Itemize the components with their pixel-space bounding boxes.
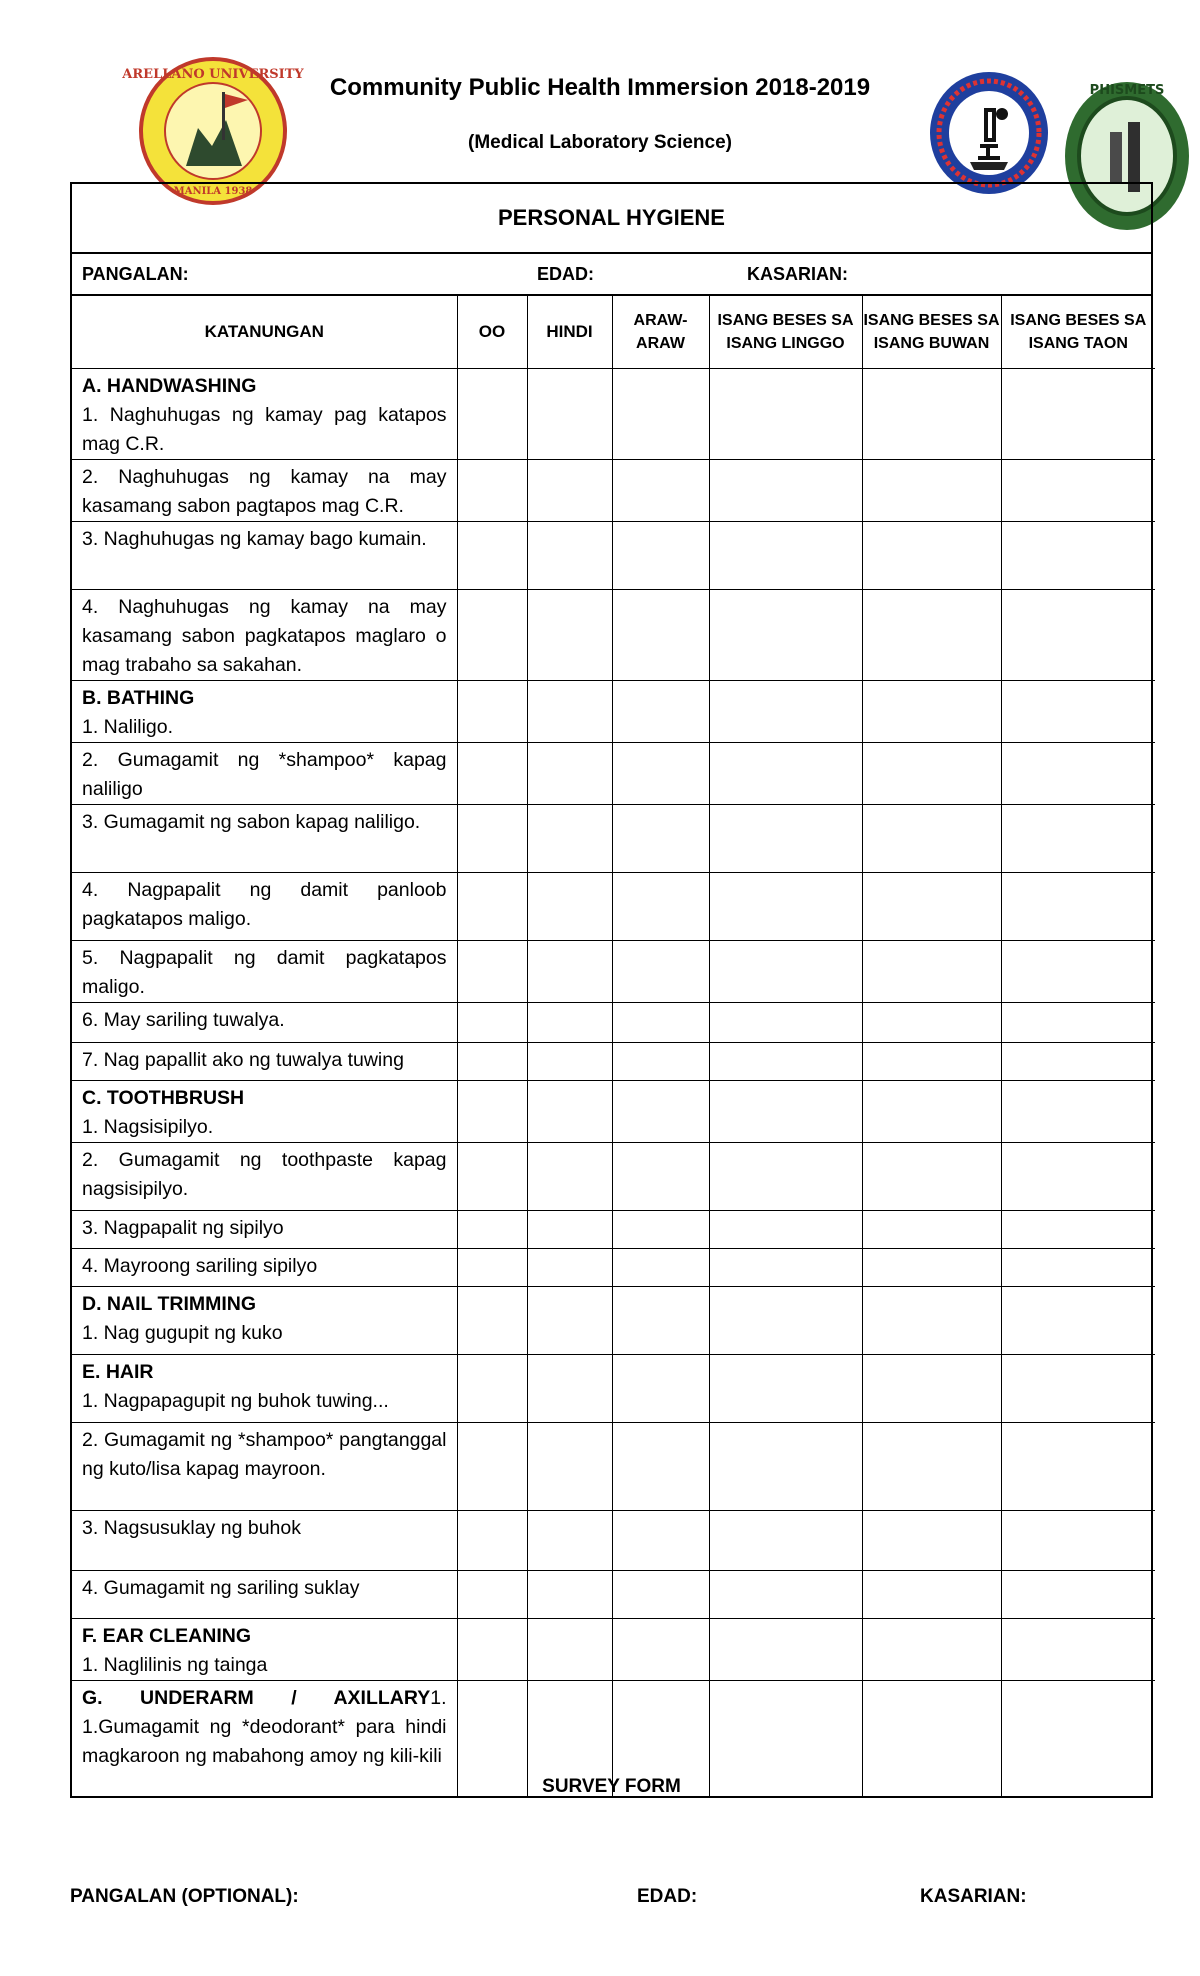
question-cell	[72, 872, 457, 940]
answer-daily-cell[interactable]	[612, 940, 709, 1002]
answer-yearly-cell[interactable]	[1001, 1286, 1155, 1354]
question-row	[72, 1042, 1155, 1080]
question-cell	[72, 1618, 457, 1680]
answer-no-cell[interactable]	[527, 1618, 612, 1680]
answer-yes-cell[interactable]	[457, 1248, 527, 1286]
footer-age-label: EDAD:	[637, 1886, 698, 1907]
answer-yearly-cell[interactable]	[1001, 1002, 1155, 1042]
col-header-weekly: ISANG BESES SA ISANG LINGGO	[709, 296, 862, 368]
answer-monthly-cell[interactable]	[862, 940, 1001, 1002]
question-cell	[72, 680, 457, 742]
question-text: 3. Nagpapalit ng sipilyo	[82, 1216, 284, 1239]
answer-yearly-cell[interactable]	[1001, 1570, 1155, 1618]
answer-yearly-cell[interactable]	[1001, 940, 1155, 1002]
question-text: 2. Gumagamit ng *shampoo* kapag naliligo	[82, 748, 447, 800]
answer-no-cell[interactable]	[527, 459, 612, 521]
personal-hygiene-form	[70, 182, 1153, 1798]
section-heading: B. BATHING	[82, 686, 195, 709]
question-row	[72, 1002, 1155, 1042]
question-row	[72, 1142, 1155, 1210]
question-cell	[72, 940, 457, 1002]
name-label: PANGALAN:	[82, 264, 189, 284]
answer-monthly-cell[interactable]	[862, 1002, 1001, 1042]
answer-daily-cell[interactable]	[612, 368, 709, 459]
answer-daily-cell[interactable]	[612, 1248, 709, 1286]
question-row	[72, 1080, 1155, 1142]
question-cell	[72, 589, 457, 680]
respondent-info-row	[72, 254, 1151, 296]
question-row	[72, 804, 1155, 872]
answer-weekly-cell[interactable]	[709, 1210, 862, 1248]
answer-daily-cell[interactable]	[612, 680, 709, 742]
answer-yearly-cell[interactable]	[1001, 872, 1155, 940]
question-text: 1. Nagpapagupit ng buhok tuwing...	[82, 1389, 389, 1412]
answer-weekly-cell[interactable]	[709, 589, 862, 680]
question-cell	[72, 742, 457, 804]
section-heading: C. TOOTHBRUSH	[82, 1086, 245, 1109]
answer-no-cell[interactable]	[527, 1248, 612, 1286]
question-cell	[72, 1510, 457, 1570]
answer-weekly-cell[interactable]	[709, 459, 862, 521]
question-cell	[72, 1080, 457, 1142]
answer-daily-cell[interactable]	[612, 1570, 709, 1618]
question-text: 2. Naghuhugas ng kamay na may kasamang sabon pagtapos mag C.R.	[82, 465, 447, 517]
question-text: 4. Nagpapalit ng damit panloob pagkatapos maligo.	[82, 878, 447, 930]
section-heading: E. HAIR	[82, 1360, 154, 1383]
answer-daily-cell[interactable]	[612, 521, 709, 589]
question-cell	[72, 1570, 457, 1618]
answer-monthly-cell[interactable]	[862, 368, 1001, 459]
question-row	[72, 1618, 1155, 1680]
answer-daily-cell[interactable]	[612, 1354, 709, 1422]
answer-daily-cell[interactable]	[612, 804, 709, 872]
document-subtitle: (Medical Laboratory Science)	[468, 132, 732, 153]
answer-monthly-cell[interactable]	[862, 872, 1001, 940]
question-text: 3. Naghuhugas ng kamay bago kumain.	[82, 527, 427, 550]
answer-yes-cell[interactable]	[457, 368, 527, 459]
section-heading: F. EAR CLEANING	[82, 1624, 252, 1647]
answer-daily-cell[interactable]	[612, 1080, 709, 1142]
answer-no-cell[interactable]	[527, 1570, 612, 1618]
col-header-monthly: ISANG BESES SA ISANG BUWAN	[862, 296, 1001, 368]
answer-weekly-cell[interactable]	[709, 1248, 862, 1286]
question-row	[72, 872, 1155, 940]
answer-no-cell[interactable]	[527, 872, 612, 940]
answer-monthly-cell[interactable]	[862, 680, 1001, 742]
answer-yes-cell[interactable]	[457, 1570, 527, 1618]
answer-weekly-cell[interactable]	[709, 1422, 862, 1510]
question-row	[72, 1210, 1155, 1248]
answer-weekly-cell[interactable]	[709, 742, 862, 804]
answer-no-cell[interactable]	[527, 1142, 612, 1210]
answer-yearly-cell[interactable]	[1001, 521, 1155, 589]
answer-weekly-cell[interactable]	[709, 1002, 862, 1042]
answer-no-cell[interactable]	[527, 742, 612, 804]
survey-form-label: SURVEY FORM	[542, 1776, 681, 1797]
question-row	[72, 1286, 1155, 1354]
col-header-yearly: ISANG BESES SA ISANG TAON	[1001, 296, 1155, 368]
answer-yes-cell[interactable]	[457, 1142, 527, 1210]
answer-monthly-cell[interactable]	[862, 1210, 1001, 1248]
question-text: 1. Nag gugupit ng kuko	[82, 1321, 283, 1344]
form-heading: PERSONAL HYGIENE	[72, 184, 1151, 254]
question-row	[72, 1248, 1155, 1286]
question-cell	[72, 1042, 457, 1080]
answer-weekly-cell[interactable]	[709, 1080, 862, 1142]
answer-yearly-cell[interactable]	[1001, 680, 1155, 742]
answer-weekly-cell[interactable]	[709, 1510, 862, 1570]
answer-yearly-cell[interactable]	[1001, 368, 1155, 459]
age-label: EDAD:	[537, 264, 594, 284]
answer-weekly-cell[interactable]	[709, 1354, 862, 1422]
question-text: 7. Nag papallit ako ng tuwalya tuwing	[82, 1048, 404, 1071]
answer-weekly-cell[interactable]	[709, 1570, 862, 1618]
answer-weekly-cell[interactable]	[709, 1042, 862, 1080]
question-cell	[72, 1422, 457, 1510]
answer-yes-cell[interactable]	[457, 872, 527, 940]
answer-no-cell[interactable]	[527, 1042, 612, 1080]
answer-yes-cell[interactable]	[457, 459, 527, 521]
answer-yearly-cell[interactable]	[1001, 589, 1155, 680]
answer-yes-cell[interactable]	[457, 1080, 527, 1142]
answer-weekly-cell[interactable]	[709, 1142, 862, 1210]
answer-yes-cell[interactable]	[457, 589, 527, 680]
answer-no-cell[interactable]	[527, 940, 612, 1002]
question-text: 4. Mayroong sariling sipilyo	[82, 1254, 318, 1277]
question-cell	[72, 1354, 457, 1422]
question-text: 1. Naliligo.	[82, 715, 174, 738]
question-row	[72, 1354, 1155, 1422]
footer-name-label: PANGALAN (OPTIONAL):	[70, 1886, 299, 1907]
answer-weekly-cell[interactable]	[709, 804, 862, 872]
question-row	[72, 1510, 1155, 1570]
answer-daily-cell[interactable]	[612, 1002, 709, 1042]
answer-no-cell[interactable]	[527, 368, 612, 459]
question-text: 4. Gumagamit ng sariling suklay	[82, 1576, 360, 1599]
answer-daily-cell[interactable]	[612, 872, 709, 940]
answer-daily-cell[interactable]	[612, 1210, 709, 1248]
answer-no-cell[interactable]	[527, 521, 612, 589]
answer-monthly-cell[interactable]	[862, 1286, 1001, 1354]
answer-yearly-cell[interactable]	[1001, 1422, 1155, 1510]
question-text: 4. Naghuhugas ng kamay na may kasamang sabon pagkatapos maglaro o mag trabaho sa sakahan.	[82, 595, 447, 676]
question-cell	[72, 459, 457, 521]
section-heading-tail: 1.	[430, 1686, 447, 1709]
col-header-question: KATANUNGAN	[72, 296, 457, 368]
question-cell	[72, 1142, 457, 1210]
logo-left-text: ARELLANO UNIVERSITY	[122, 67, 304, 82]
answer-no-cell[interactable]	[527, 1002, 612, 1042]
answer-monthly-cell[interactable]	[862, 1510, 1001, 1570]
section-heading: D. NAIL TRIMMING	[82, 1292, 257, 1315]
footer-sex-label: KASARIAN:	[920, 1886, 1027, 1907]
answer-no-cell[interactable]	[527, 1510, 612, 1570]
answer-yes-cell[interactable]	[457, 1042, 527, 1080]
question-cell	[72, 1002, 457, 1042]
answer-yes-cell[interactable]	[457, 1422, 527, 1510]
question-text: 1. Nagsisipilyo.	[82, 1115, 214, 1138]
answer-daily-cell[interactable]	[612, 1422, 709, 1510]
answer-yearly-cell[interactable]	[1001, 742, 1155, 804]
answer-monthly-cell[interactable]	[862, 459, 1001, 521]
question-cell	[72, 521, 457, 589]
answer-yes-cell[interactable]	[457, 804, 527, 872]
question-row	[72, 368, 1155, 459]
answer-yes-cell[interactable]	[457, 940, 527, 1002]
col-header-yes: OO	[457, 296, 527, 368]
answer-yearly-cell[interactable]	[1001, 1080, 1155, 1142]
answer-daily-cell[interactable]	[612, 1618, 709, 1680]
answer-monthly-cell[interactable]	[862, 1618, 1001, 1680]
answer-weekly-cell[interactable]	[709, 521, 862, 589]
question-row	[72, 940, 1155, 1002]
question-text: 3. Gumagamit ng sabon kapag naliligo.	[82, 810, 421, 833]
answer-yearly-cell[interactable]	[1001, 1142, 1155, 1210]
answer-weekly-cell[interactable]	[709, 940, 862, 1002]
question-text: 2. Gumagamit ng *shampoo* pangtanggal ng kuto/lisa kapag mayroon.	[82, 1428, 447, 1480]
answer-no-cell[interactable]	[527, 1286, 612, 1354]
logo-right-text: PHISMETS	[1089, 83, 1165, 98]
question-row	[72, 1422, 1155, 1510]
answer-daily-cell[interactable]	[612, 1042, 709, 1080]
question-cell	[72, 1210, 457, 1248]
hygiene-questions-table	[72, 296, 1155, 1796]
question-row	[72, 742, 1155, 804]
answer-monthly-cell[interactable]	[862, 1042, 1001, 1080]
answer-monthly-cell[interactable]	[862, 1142, 1001, 1210]
answer-monthly-cell[interactable]	[862, 1248, 1001, 1286]
answer-yes-cell[interactable]	[457, 1002, 527, 1042]
section-heading-text: G. UNDERARM / AXILLARY	[82, 1686, 431, 1709]
answer-yes-cell[interactable]	[457, 1510, 527, 1570]
answer-daily-cell[interactable]	[612, 742, 709, 804]
answer-no-cell[interactable]	[527, 1422, 612, 1510]
answer-yearly-cell[interactable]	[1001, 1210, 1155, 1248]
answer-no-cell[interactable]	[527, 1080, 612, 1142]
answer-daily-cell[interactable]	[612, 459, 709, 521]
question-row	[72, 680, 1155, 742]
answer-no-cell[interactable]	[527, 804, 612, 872]
question-text: 2. Gumagamit ng toothpaste kapag nagsisipilyo.	[82, 1148, 447, 1200]
answer-no-cell[interactable]	[527, 680, 612, 742]
answer-yes-cell[interactable]	[457, 680, 527, 742]
answer-yes-cell[interactable]	[457, 1210, 527, 1248]
question-row	[72, 589, 1155, 680]
answer-monthly-cell[interactable]	[862, 521, 1001, 589]
answer-yes-cell[interactable]	[457, 1286, 527, 1354]
question-text: 1. Naglilinis ng tainga	[82, 1653, 268, 1676]
question-text: 1. Naghuhugas ng kamay pag katapos mag C.R.	[82, 403, 447, 455]
answer-no-cell[interactable]	[527, 589, 612, 680]
answer-yes-cell[interactable]	[457, 1354, 527, 1422]
sex-label: KASARIAN:	[747, 264, 848, 284]
answer-yearly-cell[interactable]	[1001, 1510, 1155, 1570]
answer-yearly-cell[interactable]	[1001, 1354, 1155, 1422]
answer-monthly-cell[interactable]	[862, 1422, 1001, 1510]
answer-daily-cell[interactable]	[612, 1142, 709, 1210]
answer-no-cell[interactable]	[527, 1354, 612, 1422]
answer-weekly-cell[interactable]	[709, 368, 862, 459]
answer-monthly-cell[interactable]	[862, 1570, 1001, 1618]
question-text: 1.Gumagamit ng *deodorant* para hindi magkaroon ng mabahong amoy ng kili-kili	[82, 1715, 447, 1767]
answer-daily-cell[interactable]	[612, 1510, 709, 1570]
question-row	[72, 459, 1155, 521]
answer-weekly-cell[interactable]	[709, 1618, 862, 1680]
question-cell	[72, 1286, 457, 1354]
question-text: 6. May sariling tuwalya.	[82, 1008, 285, 1031]
answer-yes-cell[interactable]	[457, 1618, 527, 1680]
question-cell	[72, 804, 457, 872]
section-heading: A. HANDWASHING	[82, 374, 257, 397]
answer-yearly-cell[interactable]	[1001, 1618, 1155, 1680]
answer-yes-cell[interactable]	[457, 742, 527, 804]
answer-monthly-cell[interactable]	[862, 589, 1001, 680]
answer-daily-cell[interactable]	[612, 1286, 709, 1354]
answer-yearly-cell[interactable]	[1001, 1042, 1155, 1080]
question-row	[72, 1570, 1155, 1618]
answer-yearly-cell[interactable]	[1001, 459, 1155, 521]
document-title: Community Public Health Immersion 2018-2019	[329, 74, 871, 101]
col-header-no: HINDI	[527, 296, 612, 368]
answer-yearly-cell[interactable]	[1001, 804, 1155, 872]
question-cell	[72, 368, 457, 459]
question-cell	[72, 1248, 457, 1286]
answer-monthly-cell[interactable]	[862, 742, 1001, 804]
answer-monthly-cell[interactable]	[862, 804, 1001, 872]
logo-left-sub: MANILA 1938	[173, 186, 253, 197]
answer-yearly-cell[interactable]	[1001, 1248, 1155, 1286]
answer-weekly-cell[interactable]	[709, 1286, 862, 1354]
question-row	[72, 521, 1155, 589]
col-header-daily: ARAW-ARAW	[612, 296, 709, 368]
section-heading	[82, 1684, 447, 1713]
answer-weekly-cell[interactable]	[709, 680, 862, 742]
answer-monthly-cell[interactable]	[862, 1080, 1001, 1142]
question-text: 3. Nagsusuklay ng buhok	[82, 1516, 301, 1539]
answer-weekly-cell[interactable]	[709, 872, 862, 940]
answer-no-cell[interactable]	[527, 1210, 612, 1248]
question-text: 5. Nagpapalit ng damit pagkatapos maligo.	[82, 946, 447, 998]
answer-daily-cell[interactable]	[612, 589, 709, 680]
answer-monthly-cell[interactable]	[862, 1354, 1001, 1422]
answer-yes-cell[interactable]	[457, 521, 527, 589]
table-header-row	[72, 296, 1155, 368]
